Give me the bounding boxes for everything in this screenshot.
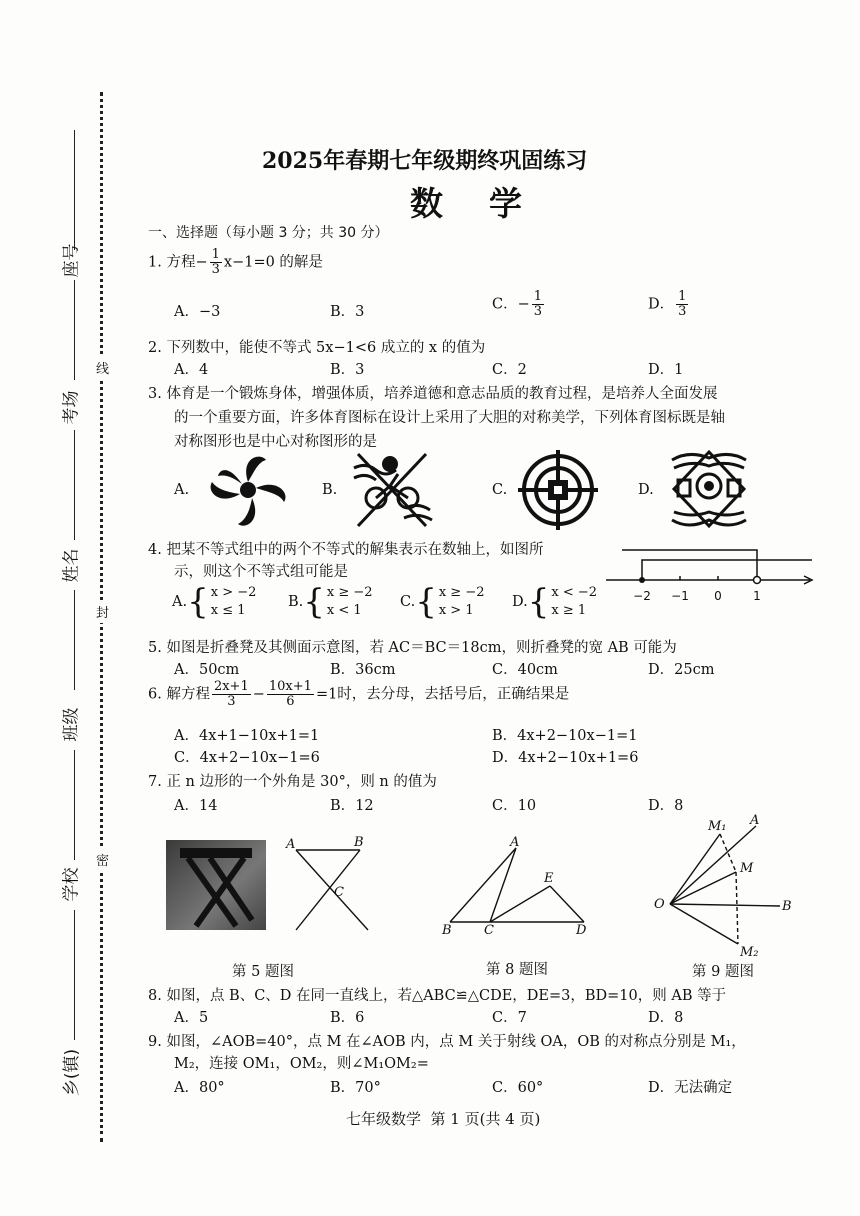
cyclist-icon (346, 448, 438, 532)
q8-option-b[interactable]: B．6 (330, 1010, 365, 1026)
fig8-caption: 第 8 题图 (486, 962, 548, 978)
q3-option-a[interactable]: A. (174, 482, 190, 498)
sidebar-rule-6 (74, 910, 75, 1040)
q7-option-b[interactable]: B．12 (330, 798, 374, 814)
q9-option-a[interactable]: A．80° (174, 1080, 225, 1096)
page-footer: 七年级数学 第 1 页(共 4 页) (346, 1110, 541, 1128)
q5-option-b[interactable]: B．36cm (330, 662, 396, 678)
svg-text:A: A (286, 837, 296, 852)
fig5-caption: 第 5 题图 (232, 964, 294, 980)
svg-text:B: B (782, 899, 792, 914)
q9-option-b[interactable]: B．70° (330, 1080, 381, 1096)
q1-option-a[interactable]: A．−3 (174, 304, 221, 320)
q7-option-a[interactable]: A．14 (174, 798, 218, 814)
svg-text:E: E (544, 871, 554, 886)
q5-option-c[interactable]: C．40cm (492, 662, 558, 678)
section-heading: 一、选择题（每小题 3 分；共 30 分） (148, 225, 389, 241)
q7-option-d[interactable]: D．8 (648, 798, 684, 814)
pinwheel-icon (200, 448, 296, 532)
sidebar-rule-2 (74, 280, 75, 380)
q6-option-c[interactable]: C．4x+2−10x−1=6 (174, 750, 320, 766)
q5-option-d[interactable]: D．25cm (648, 662, 715, 678)
q8-option-d[interactable]: D．8 (648, 1010, 684, 1026)
svg-text:D: D (576, 923, 587, 938)
q9-option-c[interactable]: C．60° (492, 1080, 544, 1096)
subject-title: 数 学 (410, 184, 522, 223)
emblem-icon (664, 446, 754, 532)
q5-option-a[interactable]: A．50cm (174, 662, 240, 678)
q3-option-c[interactable]: C. (492, 482, 508, 498)
seal-line-char: 线 (96, 356, 109, 379)
question-3-line-3: 对称图形也是中心对称图形的是 (174, 434, 377, 450)
question-6: 6. 解方程 $\frac{2x+1}{3}$ − $\frac{10x+1}{6}$ =1时，去分母，去括号后，正确结果是 (148, 679, 570, 709)
question-stem-post: x−1=0 的解是 (223, 254, 323, 271)
q2-option-c[interactable]: C．2 (492, 362, 527, 378)
town-label: 乡(镇) (62, 1048, 83, 1097)
svg-text:O: O (654, 897, 665, 912)
angle-figure (650, 812, 800, 962)
stool-diagram (282, 834, 382, 934)
sidebar-rule-4 (74, 590, 75, 690)
q6-option-d[interactable]: D．4x+2−10x+1=6 (492, 750, 639, 766)
svg-text:M₁: M₁ (708, 819, 727, 834)
axis-label: 0 (714, 589, 722, 603)
question-2: 2. 下列数中，能使不等式 5x−1<6 成立的 x 的值为 (148, 340, 486, 356)
question-4-line-1: 4. 把某不等式组中的两个不等式的解集表示在数轴上，如图所 (148, 542, 544, 558)
q4-option-a[interactable]: A.{ x > −2 x ≤ 1 (172, 582, 257, 622)
school-label: 学校 (61, 867, 82, 902)
q1-option-b[interactable]: B．3 (330, 304, 365, 320)
fraction: $\frac{1}{3}$ (211, 247, 220, 277)
svg-text:M: M (740, 861, 754, 876)
question-1 (148, 248, 323, 277)
stool-photo (166, 840, 266, 930)
question-stem-pre: 方程− (166, 254, 208, 271)
question-3-line-1: 3. 体育是一个锻炼身体，增强体质，培养道德和意志品质的教育过程，是培养人全面发展 (148, 386, 718, 402)
q8-option-c[interactable]: C．7 (492, 1010, 527, 1026)
q9-option-d[interactable]: D．无法确定 (648, 1080, 733, 1096)
q1-option-d[interactable]: D． $\frac{1}{3}$ (648, 289, 687, 319)
svg-text:B: B (354, 835, 364, 850)
exam-room-label: 考场 (61, 390, 82, 425)
question-7: 7. 正 n 边形的一个外角是 30°，则 n 的值为 (148, 774, 437, 790)
question-9-line-1: 9. 如图，∠AOB=40°，点 M 在∠AOB 内，点 M 关于射线 OA，OB 的对称点分别是 M₁， (148, 1034, 746, 1050)
seal-seal-char: 封 (96, 600, 109, 623)
q7-option-c[interactable]: C．10 (492, 798, 537, 814)
svg-text:A: A (750, 813, 760, 828)
question-number: 1. (148, 254, 162, 271)
sidebar-rule-top (74, 130, 75, 250)
axis-label: 1 (753, 589, 761, 603)
question-4-line-2: 示，则这个不等式组可能是 (174, 564, 348, 580)
q4-option-c[interactable]: C.{ x ≥ −2 x > 1 (400, 582, 485, 622)
sidebar-rule-3 (74, 430, 75, 540)
q6-option-b[interactable]: B．4x+2−10x−1=1 (492, 728, 638, 744)
seal-secret-char: 密 (96, 848, 109, 871)
q8-option-a[interactable]: A．5 (174, 1010, 209, 1026)
q2-option-b[interactable]: B．3 (330, 362, 365, 378)
q2-option-d[interactable]: D．1 (648, 362, 684, 378)
fig9-caption: 第 9 题图 (692, 964, 754, 980)
q4-option-d[interactable]: D.{ x < −2 x ≥ 1 (512, 582, 598, 622)
exam-title: 2025年春期七年级期终巩固练习 (262, 148, 588, 174)
q1-option-c[interactable]: C．− $\frac{1}{3}$ (492, 289, 543, 319)
q6-option-a[interactable]: A．4x+1−10x+1=1 (174, 728, 320, 744)
svg-text:C: C (334, 885, 344, 900)
q3-option-b[interactable]: B. (322, 482, 338, 498)
svg-text:B: B (442, 923, 452, 938)
axis-label: −2 (633, 589, 651, 603)
axis-label: −1 (671, 589, 689, 603)
sidebar-rule-5 (74, 750, 75, 860)
question-9-line-2: M₂，连接 OM₁，OM₂，则∠M₁OM₂= (174, 1056, 429, 1072)
question-3-line-2: 的一个重要方面，许多体育图标在设计上采用了大胆的对称美学，下列体育图标既是轴 (174, 410, 725, 426)
svg-text:A: A (510, 835, 520, 850)
q4-option-b[interactable]: B.{ x ≥ −2 x < 1 (288, 582, 373, 622)
q3-option-d[interactable]: D. (638, 482, 654, 498)
svg-text:C: C (484, 923, 494, 938)
q2-option-a[interactable]: A．4 (174, 362, 209, 378)
question-8: 8. 如图，点 B、C、D 在同一直线上，若△ABC≌△CDE，DE=3，BD=10，则 AB 等于 (148, 988, 727, 1004)
svg-text:M₂: M₂ (740, 945, 759, 960)
question-5: 5. 如图是折叠凳及其侧面示意图，若 AC＝BC＝18cm，则折叠凳的宽 AB 可能为 (148, 640, 677, 656)
target-icon (518, 450, 598, 530)
seat-label: 座号 (61, 243, 82, 278)
triangle-figure (438, 834, 598, 938)
name-label: 姓名 (61, 548, 82, 583)
number-line-figure (600, 540, 820, 610)
class-label: 班级 (61, 707, 82, 742)
